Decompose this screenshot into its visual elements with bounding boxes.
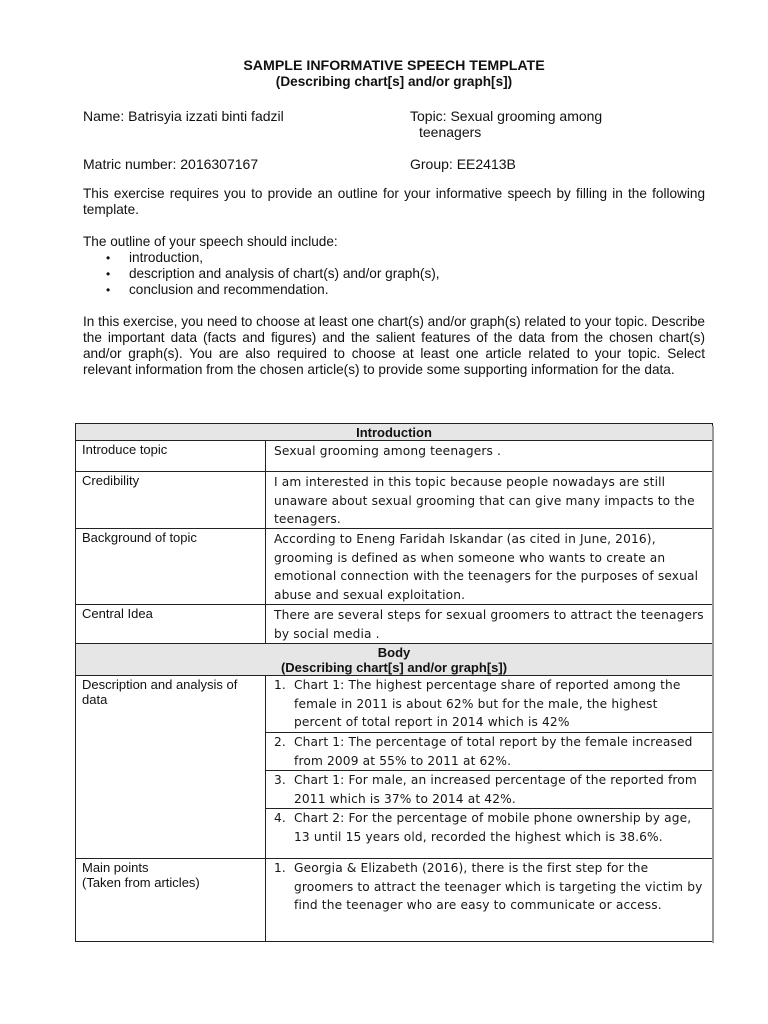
row-content-credibility: I am interested in this topic because people nowadays are still unaware about sexual grooming that can give many impacts to the teenagers. bbox=[266, 472, 712, 529]
speech-topic-line1: Topic: Sexual grooming among bbox=[410, 108, 603, 124]
outline-item: • description and analysis of chart(s) and/or graph(s), bbox=[129, 266, 705, 282]
body-header-subtitle: (Describing chart[s] and/or graph[s]) bbox=[280, 660, 508, 675]
description-item: 2. Chart 1: The percentage of total report by the female increased from 2009 at 55% to 2011 at 62%. bbox=[266, 733, 712, 771]
speech-outline-table bbox=[75, 423, 713, 942]
exercise-paragraph: In this exercise, you need to choose at least one chart(s) and/or graph(s) related to your topic. Describe the important data (facts and figures) and the salient features of the data from the chosen chart(s) and/or graph(s). You are also required to choose at least one article related to your topic. Select relevant information from the chosen article(s) to provide some supporting information for the data. bbox=[83, 314, 705, 377]
outline-heading: The outline of your speech should include: bbox=[83, 234, 338, 249]
document-body bbox=[83, 58, 705, 378]
row-content-introduce-topic: Sexual grooming among teenagers . bbox=[266, 441, 712, 472]
document-title: SAMPLE INFORMATIVE SPEECH TEMPLATE bbox=[243, 58, 545, 74]
name-topic-row bbox=[83, 108, 705, 148]
row-label-background: Background of topic bbox=[76, 529, 266, 605]
matric-group-row bbox=[83, 156, 705, 186]
description-list bbox=[274, 676, 706, 861]
row-label-description bbox=[76, 676, 266, 859]
row-label-credibility: Credibility bbox=[76, 472, 266, 529]
description-item: 3. Chart 1: For male, an increased percentage of the reported from 2011 which is 37% to 2014 at 42%. bbox=[266, 771, 712, 809]
matric-number: Matric number: 2016307167 bbox=[83, 156, 259, 172]
row-content-background: According to Eneng Faridah Iskandar (as cited in June, 2016), grooming is defined as when someone who wants to create an emotional connection with the teenagers for the purposes of sexual abuse and sexual exploitation. bbox=[266, 529, 712, 605]
description-item: 1. Chart 1: The highest percentage share of reported among the female in 2011 is about 62% but for the male, the highest percent of total report in 2014 which is 42% bbox=[266, 676, 712, 733]
table-shadow bbox=[712, 426, 714, 943]
speech-topic bbox=[410, 108, 602, 140]
student-name: Name: Batrisyia izzati binti fadzil bbox=[83, 108, 284, 124]
row-label-introduce-topic: Introduce topic bbox=[76, 441, 266, 472]
outline-item: • conclusion and recommendation. bbox=[129, 282, 705, 298]
row-label-description-line2: data bbox=[82, 692, 108, 707]
row-label-central-idea: Central Idea bbox=[76, 605, 266, 644]
row-label-main-points-line2: (Taken from articles) bbox=[82, 875, 200, 890]
description-item: 4. Chart 2: For the percentage of mobile phone ownership by age, 13 until 15 years old, recorded the highest which is 38.6%. bbox=[274, 811, 692, 844]
speech-topic-line2: teenagers bbox=[419, 124, 482, 140]
row-label-description-line1: Description and analysis of bbox=[82, 677, 238, 692]
body-header-title: Body bbox=[377, 645, 411, 660]
outline-list bbox=[83, 250, 705, 298]
body-header bbox=[76, 644, 712, 676]
main-points-list bbox=[274, 859, 706, 915]
main-point-item: 1. Georgia & Elizabeth (2016), there is the first step for the groomers to attract the teenager which is targeting the victim by find the teenager who are easy to communicate or access. bbox=[274, 861, 703, 912]
document-subtitle: (Describing chart[s] and/or graph[s]) bbox=[275, 74, 513, 89]
outline-item: • introduction, bbox=[129, 250, 705, 266]
row-label-main-points bbox=[76, 859, 266, 941]
row-content-main-points bbox=[266, 859, 712, 941]
intro-paragraph: This exercise requires you to provide an outline for your informative speech by filling in the following template. bbox=[83, 186, 705, 217]
introduction-header: Introduction bbox=[76, 424, 712, 441]
group-code: Group: EE2413B bbox=[410, 156, 516, 172]
row-label-main-points-line1: Main points bbox=[82, 860, 149, 875]
row-content-description bbox=[266, 676, 712, 859]
row-content-central-idea: There are several steps for sexual groomers to attract the teenagers by social media . bbox=[266, 605, 712, 644]
